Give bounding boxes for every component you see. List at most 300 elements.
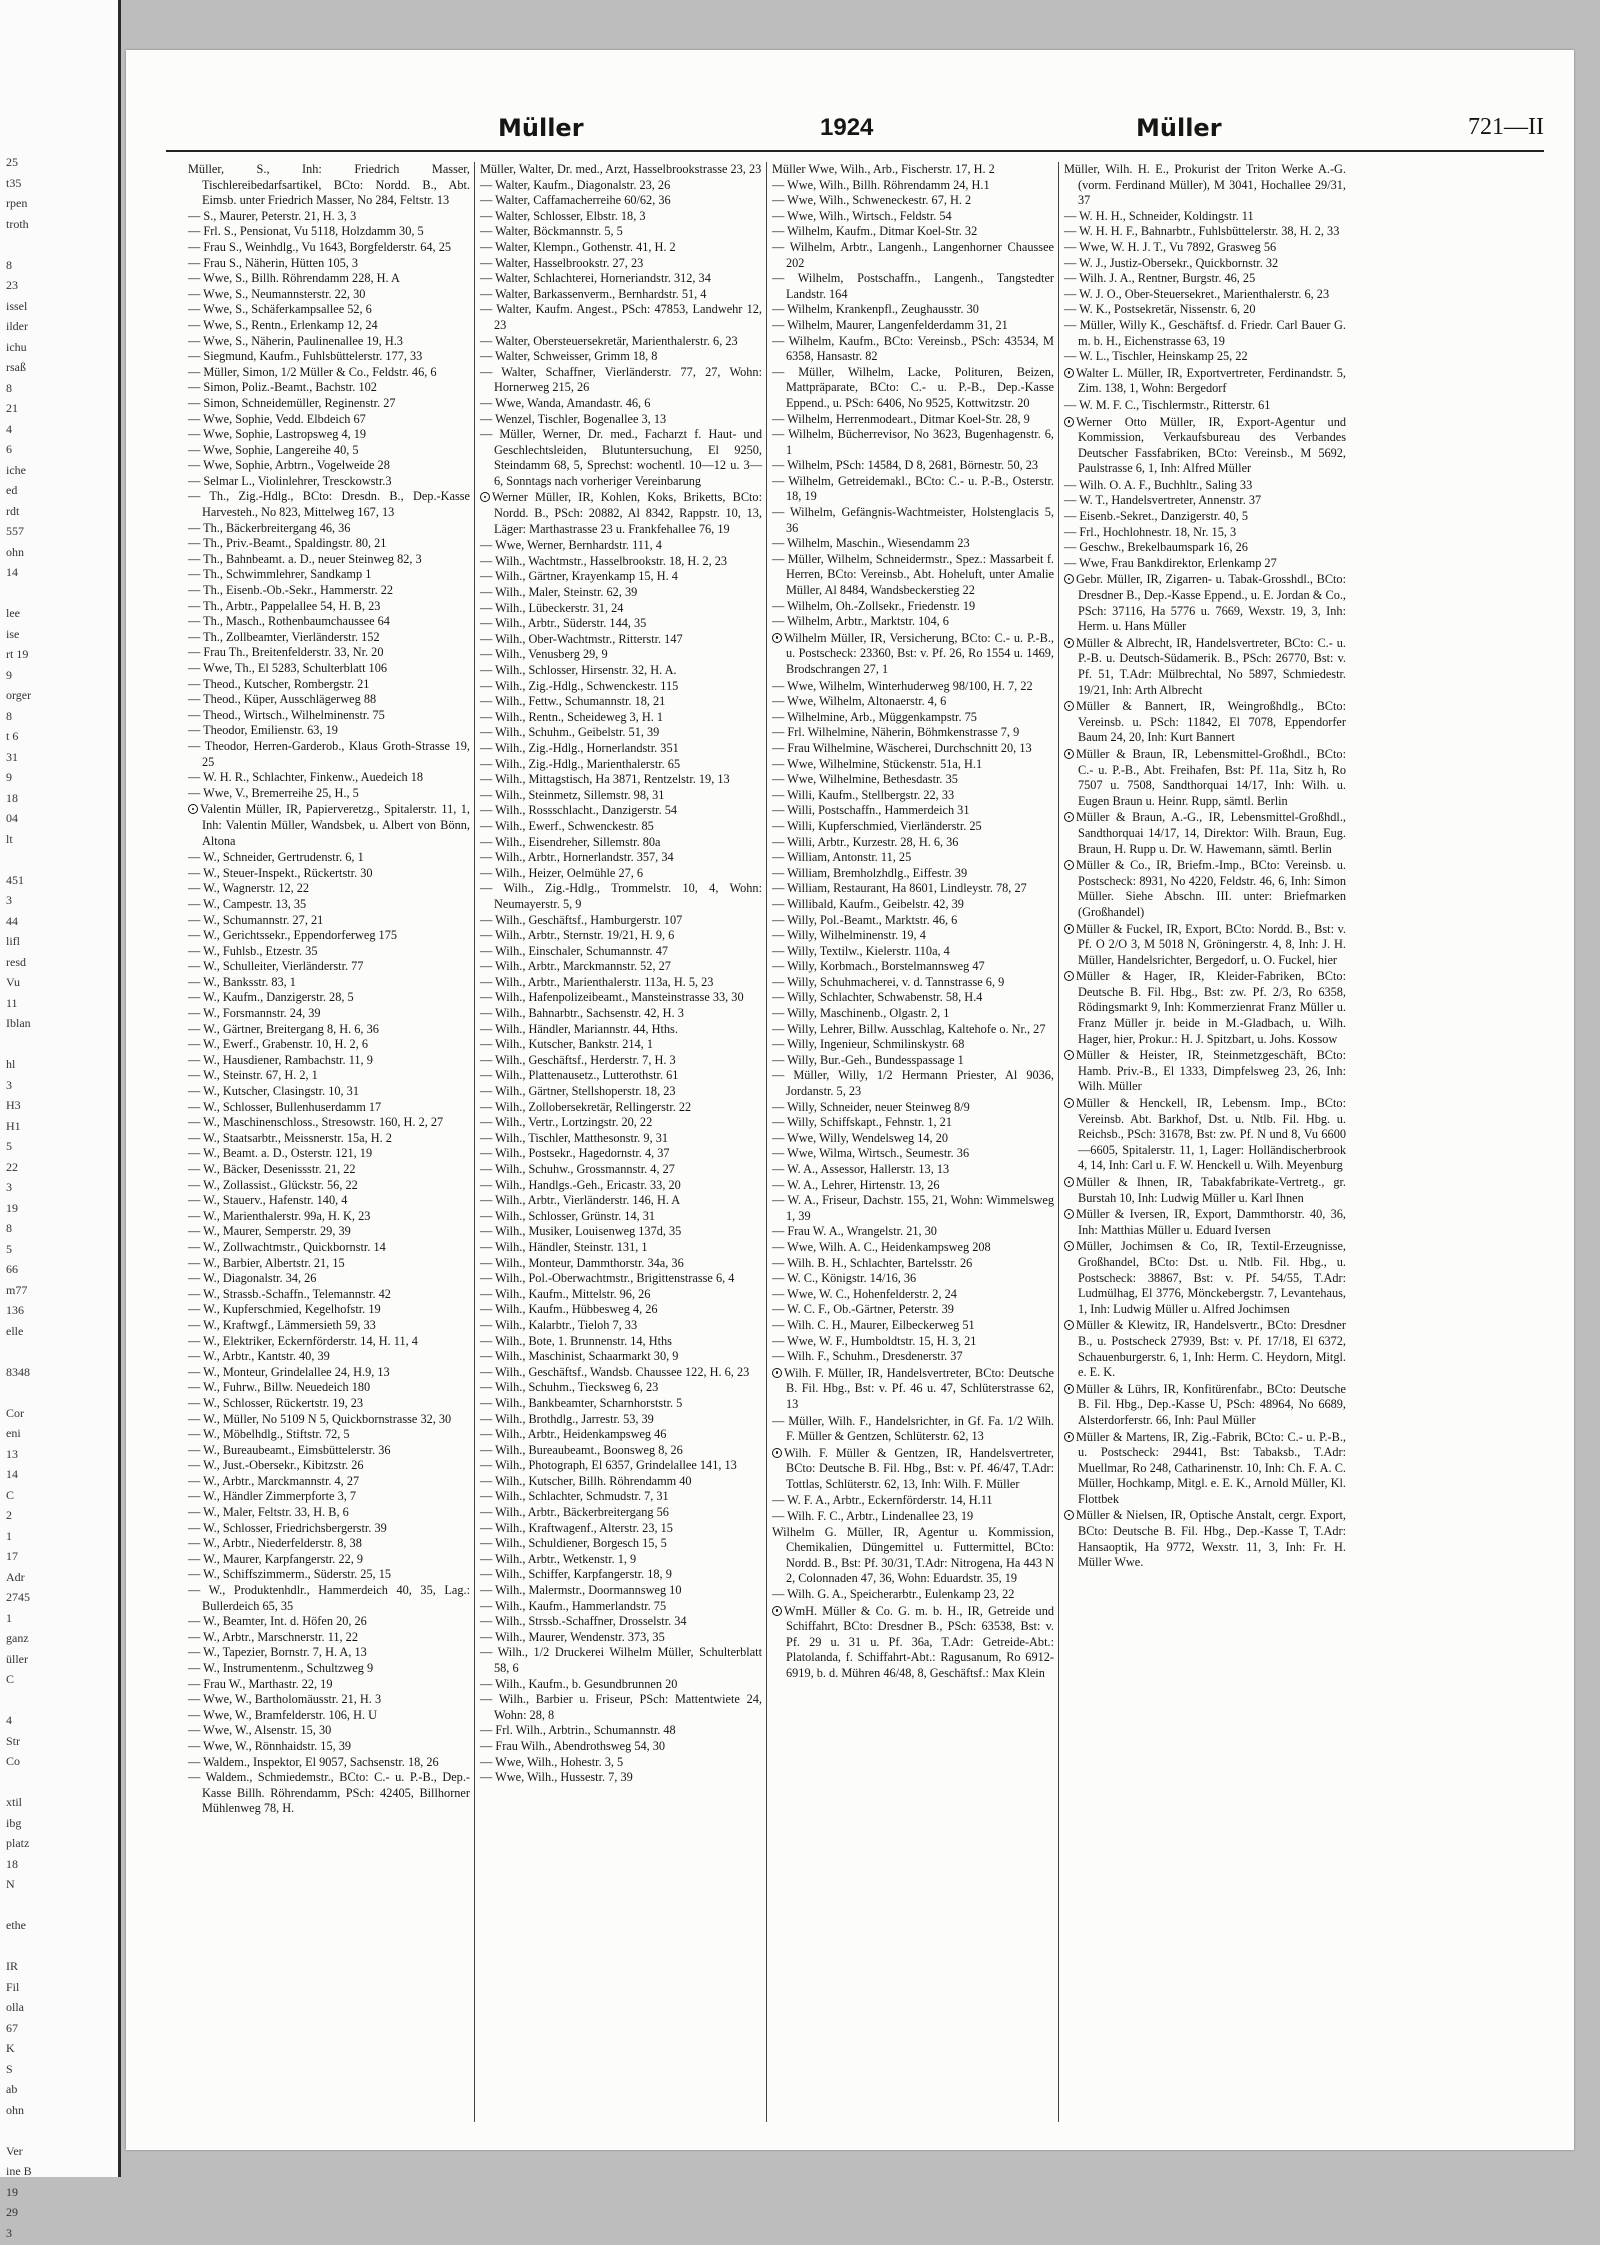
entry-text: — W. H. R., Schlachter, Finkenw., Auedeich 18 [188, 770, 424, 785]
header-rule [166, 150, 1544, 152]
entry-text: — Wwe, Wilhelm, Altonaerstr. 4, 6 [772, 694, 947, 709]
directory-entry [188, 334, 470, 350]
directory-entry [188, 1224, 470, 1240]
entry-text: — Wilhelm, Arbtr., Langenh., Langenhorner Chaussee 202 [772, 239, 1054, 270]
entry-text: — Wilhelm, Postschaffn., Langenh., Tangstedter Landstr. 164 [772, 271, 1054, 301]
entry-text: — W., Schlosser, Bullenhuserdamm 17 [188, 1099, 382, 1114]
directory-entry [480, 1614, 762, 1630]
edge-fragment: 18 [6, 1856, 18, 1871]
entry-text: — Wilh., Schuhw., Grossmannstr. 4, 27 [480, 1162, 675, 1176]
edge-fragment: N [6, 1877, 15, 1891]
directory-entry [188, 1037, 470, 1053]
entry-text: Valentin Müller, IR, Papierveretzg., Spitalerstr. 11, 1, Inh: Valentin Müller, Wandsbek, u. Albert von Bönn, Altona [200, 802, 470, 848]
directory-entry [1064, 162, 1346, 209]
edge-fragment: elle [6, 1323, 24, 1338]
entry-text: — Wilh. F. C., Arbtr., Lindenallee 23, 19 [772, 1509, 974, 1524]
entry-text: — W., Müller, No 5109 N 5, Quickbornstrasse 32, 30 [188, 1411, 452, 1426]
entry-text: — Wilh. J. A., Rentner, Burgstr. 46, 25 [1064, 271, 1256, 286]
directory-entry [772, 1178, 1054, 1194]
entry-text: — W. K., Postsekretär, Nissenstr. 6, 20 [1064, 302, 1256, 317]
registered-firm-icon [1064, 812, 1074, 822]
edge-fragment: 9 [6, 770, 12, 784]
entry-text: — Wilh., Vertr., Lortzingstr. 20, 22 [480, 1115, 653, 1130]
entry-text: — Wwe, Sophie, Lastropsweg 4, 19 [188, 427, 367, 442]
edge-fragment: 13 [6, 1446, 18, 1461]
edge-fragment: 6 [6, 442, 12, 456]
directory-entry [1064, 493, 1346, 509]
edge-fragment: 19 [6, 2184, 18, 2199]
entry-text: — William, Antonstr. 11, 25 [772, 850, 912, 865]
page-number: 721—II [1468, 114, 1544, 140]
edge-fragment: platz [6, 1836, 30, 1850]
column-1 [188, 162, 470, 1817]
entry-text: — W., Banksstr. 83, 1 [188, 974, 296, 989]
entry-text: — W., Monteur, Grindelallee 24, H.9, 13 [188, 1364, 390, 1379]
entry-text: — Wilhelm, PSch: 14584, D 8, 2681, Börnestr. 50, 23 [772, 458, 1039, 473]
entry-text: — W., Zollassist., Glückstr. 56, 22 [188, 1177, 358, 1192]
directory-entry [772, 1224, 1054, 1240]
registered-firm-icon [188, 804, 198, 814]
entry-text: — Wilh., Arbtr., Marckmannstr. 52, 27 [480, 959, 671, 974]
directory-entry [188, 256, 470, 272]
entry-text: — Wilh., Arbtr., Heidenkampsweg 46 [480, 1427, 667, 1442]
directory-entry [772, 757, 1054, 773]
entry-text: — Wwe, W. H. J. T., Vu 7892, Grasweg 56 [1064, 239, 1277, 254]
entry-text: — Wilhelm, Maschin., Wiesendamm 23 [772, 536, 970, 551]
entry-text: — Wilh., Barbier u. Friseur, PSch: Mattentwiete 24, Wohn: 28, 8 [480, 1692, 762, 1722]
entry-text: Müller & Nielsen, IR, Optische Anstalt, cergr. Export, BCto: Deutsche B. Fil. Hbg., Dep.-Kasse T, T.Adr: Hansaoptik, Ha 9772, Wexstr. 11, 3, Inh: Fr. H. Müller Wwe. [1076, 1508, 1346, 1570]
entry-text: — Th., Zig.-Hdlg., BCto: Dresdn. B., Dep.-Kasse Harvesteh., No 823, Mittelweg 167, 13 [188, 489, 470, 520]
entry-text: — Wilh. F., Schuhm., Dresdenerstr. 37 [772, 1349, 963, 1364]
directory-entry [772, 1509, 1054, 1525]
entry-text: — Wilh., Bote, 1. Brunnenstr. 14, Hths [480, 1333, 672, 1348]
registered-firm-icon [1064, 1241, 1074, 1251]
entry-text: Müller & Bannert, IR, Weingroßhdlg., BCto: Vereinsb. u. PSch: 11842, El 7078, Eppendorfer Baum 24, 20, Inh: Kurt Bannert [1076, 699, 1346, 745]
directory-entry [772, 1318, 1054, 1334]
directory-entry [188, 1084, 470, 1100]
directory-entry [188, 1661, 470, 1677]
directory-entry [480, 193, 762, 209]
directory-entry [772, 536, 1054, 552]
edge-fragment: 23 [6, 278, 18, 292]
entry-text: — Frau W. A., Wrangelstr. 21, 30 [772, 1224, 937, 1239]
edge-fragment: lt [6, 831, 13, 846]
directory-entry [772, 881, 1054, 897]
directory-entry [1064, 256, 1346, 272]
entry-text: — Müller, Wilhelm, Schneidermstr., Spez.: Massarbeit f. Herren, BCto: Vereinsb., Abt. Hoheluft, unter Amalie Müller, Al 8484, Wandsbeckerstieg 22 [772, 551, 1054, 598]
directory-entry [188, 1723, 470, 1739]
directory-entry [772, 1053, 1054, 1069]
directory-entry [480, 1302, 762, 1318]
edge-fragment: C [6, 1487, 15, 1502]
directory-entry [188, 1614, 470, 1630]
directory-entry [188, 489, 470, 520]
entry-text: — Wilh., Arbtr., Vierländerstr. 146, H. A [480, 1193, 681, 1208]
entry-text: — Wilh. C. H., Maurer, Eilbeckerweg 51 [772, 1317, 975, 1332]
edge-fragment: 5 [6, 1139, 12, 1153]
entry-text: — Wilhelm, Kaufm., BCto: Vereinsb., PSch: 43534, M 6358, Hansastr. 82 [772, 333, 1054, 364]
directory-entry [480, 1193, 762, 1209]
edge-fragment: 8348 [6, 1364, 30, 1379]
entry-text: — Willi, Kaufm., Stellbergstr. 22, 33 [772, 787, 955, 802]
directory-entry [772, 1006, 1054, 1022]
edge-fragment: 67 [6, 2020, 18, 2035]
entry-text: — Willy, Schuhmacherei, v. d. Tannstrasse 6, 9 [772, 974, 1005, 989]
directory-entry [480, 240, 762, 256]
directory-entry [480, 1489, 762, 1505]
directory-entry [188, 474, 470, 490]
directory-entry [480, 803, 762, 819]
directory-entry [188, 786, 470, 802]
directory-entry [188, 990, 470, 1006]
directory-entry [480, 1349, 762, 1365]
directory-entry [188, 365, 470, 381]
directory-entry [480, 271, 762, 287]
entry-text: — Walter, Klempn., Gothenstr. 41, H. 2 [480, 239, 676, 254]
directory-entry [772, 710, 1054, 726]
edge-fragment: 3 [6, 1077, 12, 1092]
entry-text: — Siegmund, Kaufm., Fuhlsbüttelerstr. 177, 33 [188, 349, 423, 364]
directory-entry [188, 1692, 470, 1708]
directory-entry [188, 1287, 470, 1303]
entry-text: — Wilhelm, Bücherrevisor, No 3623, Bugenhagenstr. 6, 1 [772, 427, 1054, 457]
directory-entry [480, 663, 762, 679]
directory-entry [772, 772, 1054, 788]
entry-text: — Wilhelm, Getreidemakl., BCto: C.- u. P.-B., Osterstr. 18, 19 [772, 473, 1054, 504]
entry-text: — Wwe, S., Näherin, Paulinenallee 19, H.3 [188, 333, 403, 348]
entry-text: — Wilh., Kalarbtr., Tieloh 7, 33 [480, 1317, 638, 1332]
edge-fragment: troth [6, 216, 29, 231]
directory-entry [1064, 209, 1346, 225]
directory-entry [772, 1022, 1054, 1038]
directory-entry [188, 1256, 470, 1272]
entry-text: — W., Gärtner, Breitergang 8, H. 6, 36 [188, 1021, 379, 1036]
entry-text: — W., Möbelhdlg., Stiftstr. 72, 5 [188, 1427, 350, 1442]
entry-text: — Wwe, S., Rentn., Erlenkamp 12, 24 [188, 317, 378, 332]
entry-text: — Th., Schwimmlehrer, Sandkamp 1 [188, 567, 372, 582]
entry-text: Walter L. Müller, IR, Exportvertreter, Ferdinandstr. 5, Zim. 138, 1, Wohn: Bergedorf [1076, 365, 1346, 396]
directory-entry [772, 819, 1054, 835]
directory-entry [188, 1318, 470, 1334]
directory-entry [480, 287, 762, 303]
directory-entry [188, 536, 470, 552]
edge-fragment: ilder [6, 319, 28, 333]
entry-text: — W., Kupferschmied, Kegelhofstr. 19 [188, 1302, 381, 1317]
edge-fragment: rpen [6, 196, 28, 210]
column-divider [474, 162, 475, 2122]
entry-text: — Müller, Wilh. F., Handelsrichter, in Gf. Fa. 1/2 Wilh. F. Müller & Gentzen, Schlüterstr. 62, 13 [772, 1413, 1054, 1444]
entry-text: — Wwe, Wilma, Wirtsch., Seumestr. 36 [772, 1146, 970, 1161]
entry-text: — Müller, Simon, 1/2 Müller & Co., Feldstr. 46, 6 [188, 364, 437, 379]
edge-fragment: Co [6, 1754, 21, 1768]
entry-text: — Wilh., Zig.-Hdlg., Schwenckestr. 115 [480, 678, 679, 693]
entry-text: — Walter, Kaufm. Angest., PSch: 47853, Landwehr 12, 23 [480, 302, 762, 332]
directory-entry [772, 975, 1054, 991]
entry-text: — Wilh., Rossschlacht., Danzigerstr. 54 [480, 803, 678, 818]
entry-text: — Willy, Schiffskapt., Fehnstr. 1, 21 [772, 1115, 952, 1130]
directory-entry [480, 1287, 762, 1303]
entry-text: — Wilh., Schiffer, Karpfangerstr. 18, 9 [480, 1567, 672, 1582]
entry-text: — W., Staatsarbtr., Meissnerstr. 15a, H. 2 [188, 1130, 392, 1145]
directory-entry [188, 770, 470, 786]
directory-entry [188, 1006, 470, 1022]
entry-text: — W., Elektriker, Eckernförderstr. 14, H. 11, 4 [188, 1333, 418, 1348]
directory-entry [480, 585, 762, 601]
entry-text: — Wilh., Kaufm., Hübbesweg 4, 26 [480, 1302, 658, 1317]
entry-text: — Wwe, Frau Bankdirektor, Erlenkamp 27 [1064, 555, 1277, 570]
entry-text: — Wilhelm, Krankenpfl., Zeughausstr. 30 [772, 302, 979, 317]
edge-fragment: Iblan [6, 1016, 31, 1030]
entry-text: — W. L., Tischler, Heinskamp 25, 22 [1064, 349, 1248, 364]
entry-text: — Wilh., Kaufm., b. Gesundbrunnen 20 [480, 1676, 678, 1691]
entry-text: — Wilh., Geschäftsf., Hamburgerstr. 107 [480, 912, 683, 927]
directory-entry [480, 1131, 762, 1147]
entry-text: — Wilh., Schlosser, Hirsenstr. 32, H. A. [480, 663, 677, 677]
entry-text: — W. A., Friseur, Dachstr. 155, 21, Wohn: Wimmelsweg 1, 39 [772, 1193, 1054, 1223]
edge-fragment: 14 [6, 1467, 18, 1481]
edge-fragment: ganz [6, 1631, 29, 1645]
directory-entry [188, 583, 470, 599]
entry-text: — William, Bremholzhdlg., Eiffestr. 39 [772, 865, 968, 880]
entry-text: — Wilh., Bankbeamter, Scharnhorststr. 5 [480, 1395, 683, 1410]
directory-entry [480, 866, 762, 882]
entry-text: — Wilh., Kutscher, Bankstr. 214, 1 [480, 1037, 653, 1052]
edge-fragment: Str [6, 1733, 21, 1748]
directory-entry [480, 1677, 762, 1693]
directory-entry [480, 256, 762, 272]
entry-text: — Theod., Küper, Ausschlägerweg 88 [188, 692, 377, 707]
edge-fragment: xtil [6, 1795, 23, 1809]
entry-text: — W., Campestr. 13, 35 [188, 896, 307, 911]
directory-entry [188, 1240, 470, 1256]
entry-text: — Wilh., Schuhm., Tiecksweg 6, 23 [480, 1380, 659, 1395]
edge-fragment: 22 [6, 1159, 18, 1174]
directory-entry [188, 866, 470, 882]
entry-text: — Wilh., Plattenausetz., Lutterothstr. 61 [480, 1068, 679, 1083]
entry-text: — Frau W., Marthastr. 22, 19 [188, 1676, 333, 1691]
directory-entry [188, 1536, 470, 1552]
entry-text: — W., Instrumentenm., Schultzweg 9 [188, 1661, 374, 1675]
directory-entry [480, 224, 762, 240]
firm-entry [480, 490, 762, 537]
entry-text: — Wilh., Fettw., Schumannstr. 18, 21 [480, 694, 666, 709]
registered-firm-icon [1064, 1384, 1074, 1394]
entry-text: — Wilh., Arbtr., Wetkenstr. 1, 9 [480, 1551, 637, 1566]
directory-entry [772, 1146, 1054, 1162]
entry-text: — Th., Arbtr., Pappelallee 54, H. B, 23 [188, 598, 381, 613]
entry-text: — Wilh., Rentn., Scheideweg 3, H. 1 [480, 709, 664, 724]
directory-entry [772, 1334, 1054, 1350]
entry-text: Müller & Fuckel, IR, Export, BCto: Nordd. B., Bst: v. Pf. O 2/O 3, M 5018 N, Gröningerstr. 4, 8, Inh: J. H. Müller, Handelsrichter, Bergedorf, u. O. Fuckel, hier [1076, 921, 1346, 967]
directory-entry [188, 287, 470, 303]
header-left: Müller [498, 114, 584, 142]
directory-entry [772, 1302, 1054, 1318]
edge-fragment: 18 [6, 790, 18, 805]
entry-text: — Wwe, Wanda, Amandastr. 46, 6 [480, 395, 651, 410]
edge-fragment: 3 [6, 893, 12, 907]
directory-entry [188, 630, 470, 646]
directory-entry [188, 599, 470, 615]
entry-text: — Wilh., Monteur, Dammthorstr. 34a, 36 [480, 1255, 684, 1270]
entry-text: — W., Just.-Obersekr., Kibitzstr. 26 [188, 1458, 364, 1473]
directory-entry [772, 944, 1054, 960]
directory-entry [480, 1755, 762, 1771]
directory-entry [188, 614, 470, 630]
directory-entry [1064, 349, 1346, 365]
directory-entry [480, 1505, 762, 1521]
entry-text: — Willy, Bur.-Geh., Bundesspassage 1 [772, 1052, 964, 1067]
entry-text: — Wilh., Einschaler, Schumannstr. 47 [480, 943, 668, 958]
entry-text: — Wilh., Maurer, Wendenstr. 373, 35 [480, 1629, 665, 1644]
directory-entry [480, 1271, 762, 1287]
directory-entry [480, 1739, 762, 1755]
directory-entry [480, 647, 762, 663]
registered-firm-icon [1064, 1432, 1074, 1442]
entry-text: — Theod., Wirtsch., Wilhelminenstr. 75 [188, 707, 385, 722]
firm-entry [1064, 1175, 1346, 1206]
directory-entry [772, 302, 1054, 318]
firm-entry [1064, 1096, 1346, 1174]
directory-entry [772, 959, 1054, 975]
firm-entry [1064, 1318, 1346, 1380]
entry-text: — Wilh., Steinmetz, Sillemstr. 98, 31 [480, 787, 665, 802]
entry-text: — W., Schiffszimmerm., Süderstr. 25, 15 [188, 1567, 392, 1582]
edge-fragment: 19 [6, 1200, 18, 1215]
directory-entry [480, 1068, 762, 1084]
entry-text: Müller & Iversen, IR, Export, Dammthorstr. 40, 36, Inh: Matthias Müller u. Eduard Iversen [1076, 1207, 1346, 1237]
directory-entry [480, 1240, 762, 1256]
entry-text: — Wwe, S., Schäferkampsallee 52, 6 [188, 302, 372, 317]
entry-text: Müller & Braun, A.-G., IR, Lebensmittel-Großhdl., Sandthorquai 14/17, 14, Direktor: Wilh. Braun, Eug. Braun, H. Rupp u. Dr. W. Hawemann, sämtl. Berlin [1076, 810, 1346, 856]
entry-text: — W. F. A., Arbtr., Eckernförderstr. 14, H.11 [772, 1493, 993, 1508]
entry-text: — Wilhelm, Arbtr., Marktstr. 104, 6 [772, 614, 949, 629]
edge-fragment: iche [6, 462, 26, 477]
entry-text: — Wilh., Kutscher, Billh. Röhrendamm 40 [480, 1473, 692, 1488]
directory-entry [772, 224, 1054, 240]
entry-text: — W., Produktenhdlr., Hammerdeich 40, 35, Lag.: Bullerdeich 65, 35 [188, 1583, 470, 1613]
entry-text: — Walter, Kaufm., Diagonalstr. 23, 26 [480, 177, 671, 192]
registered-firm-icon [1064, 749, 1074, 759]
entry-text: — W., Arbtr., Marckmannstr. 4, 27 [188, 1473, 360, 1488]
edge-fragment: S [6, 2061, 13, 2076]
entry-text: — Theod., Kutscher, Rombergstr. 21 [188, 676, 370, 691]
edge-fragment: 451 [6, 872, 24, 887]
entry-text: — W., Arbtr., Niederfelderstr. 8, 38 [188, 1536, 362, 1551]
entry-text: — Wilh. B. H., Schlachter, Bartelsstr. 26 [772, 1255, 973, 1270]
directory-entry [772, 178, 1054, 194]
directory-entry [188, 209, 470, 225]
directory-entry [188, 1100, 470, 1116]
directory-entry [1064, 224, 1346, 240]
entry-text: — Wilh., Eisendreher, Sillemstr. 80a [480, 834, 661, 849]
directory-entry [188, 302, 470, 318]
firm-entry [1064, 415, 1346, 477]
edge-fragment: K [6, 2041, 15, 2055]
entry-text: — Wilh., Arbtr., Süderstr. 144, 35 [480, 616, 647, 631]
entry-text: Müller & Henckell, IR, Lebensm. Imp., BCto: Vereinsb. Abt. Barkhof, Dst. u. Ntlb. Fil. Hbg. u. Reichsb., PSch: 31678, Bst: zw. Pf. N und 8, Vu 6600—6605, Spitalerstr. 11, 1, Lager: Holländischerbrook 4, 14, Inh: Carl u. F. W. Henckell u. Wilh. Meyenburg [1076, 1096, 1346, 1173]
edge-fragment: 8 [6, 708, 12, 723]
directory-entry [480, 1458, 762, 1474]
entry-text: — Wilh., Zig.-Hdlg., Hornerlandstr. 351 [480, 740, 679, 755]
entry-text: — Wilh., Geschäftsf., Wandsb. Chaussee 122, H. 6, 23 [480, 1364, 750, 1379]
directory-entry [480, 1521, 762, 1537]
edge-fragment: 9 [6, 667, 12, 682]
directory-entry [480, 1599, 762, 1615]
firm-entry [1064, 1508, 1346, 1570]
entry-text: — Wilh., Ewerf., Schwenckestr. 85 [480, 818, 654, 833]
edge-fragment: H1 [6, 1118, 21, 1133]
entry-text: Müller & Martens, IR, Zig.-Fabrik, BCto: C.- u. P.-B., u. Postscheck: 29441, Bst: Tabaksb., T.Adr: Muellmar, Ro 248, Catharinenstr. 10, Inh: Ch. F. A. C. Müller, Hochkamp, Mitgl. e. E. K., Arnold Müller, Kl. Flottbek [1076, 1429, 1346, 1506]
entry-text: — Wilh., Photograph, El 6357, Grindelallee 141, 13 [480, 1458, 737, 1473]
directory-entry [188, 1755, 470, 1771]
directory-entry [772, 240, 1054, 271]
edge-fragment: Ver [6, 2143, 23, 2158]
entry-text: — W., Wagnerstr. 12, 22 [188, 881, 310, 896]
entry-text: Wilh. F. Müller, IR, Handelsvertreter, BCto: Deutsche B. Fil. Hbg., Bst: v. Pf. 46 u. 47, Schlüterstrasse 62, 13 [784, 1365, 1054, 1411]
edge-fragment: Fil [6, 1979, 20, 1994]
directory-entry [188, 1458, 470, 1474]
directory-entry [480, 679, 762, 695]
entry-text: — Wilh., Wachtmstr., Hasselbrookstr. 18, H. 2, 23 [480, 553, 728, 568]
directory-entry [1064, 556, 1346, 572]
entry-text: — Willi, Kupferschmied, Vierländerstr. 25 [772, 818, 982, 833]
directory-entry [188, 1708, 470, 1724]
entry-text: — W. H. H. F., Bahnarbtr., Fuhlsbüttelerstr. 38, H. 2, 33 [1064, 224, 1340, 239]
entry-text: — Waldem., Schmiedemstr., BCto: C.- u. P.-B., Dep.-Kasse Billh. Röhrendamm, PSch: 42405, Billhorner Mühlenweg 78, H. [188, 1770, 470, 1816]
firm-entry [1064, 1207, 1346, 1238]
entry-text: — Willi, Postschaffn., Hammerdeich 31 [772, 803, 970, 818]
directory-entry [772, 1037, 1054, 1053]
directory-entry [480, 1567, 762, 1583]
entry-text: — Wwe, Wilh., Billh. Röhrendamm 24, H.1 [772, 177, 990, 192]
entry-text: — W., Arbtr., Marschnerstr. 11, 22 [188, 1629, 358, 1644]
entry-text: — W., Schlosser, Rückertstr. 19, 23 [188, 1395, 364, 1410]
directory-entry [772, 1068, 1054, 1099]
entry-text: — W., Arbtr., Kantstr. 40, 39 [188, 1349, 330, 1364]
directory-entry [480, 1770, 762, 1786]
edge-fragment: Cor [6, 1405, 24, 1420]
directory-entry [1064, 478, 1346, 494]
entry-text: Müller & Hager, IR, Kleider-Fabriken, BCto: Deutsche B. Fil. Hbg., Bst: zw. Pf. 2/3, Ro 6358, Rödingsmarkt 9, Inh: Kommerzienrat Franz Müller u. Franz Müller jr. beide in M.-Gladbach, u. Wilh. Hager, hier, Prokur.: H. J. Spitzbart, u. Johs. Kossow [1076, 969, 1346, 1046]
entry-text: — Geschw., Brekelbaumspark 16, 26 [1064, 540, 1248, 555]
entry-text: — Wilh., Maler, Steinstr. 62, 39 [480, 585, 638, 600]
registered-firm-icon [1064, 368, 1074, 378]
entry-text: — Wwe, Wilhelmine, Stückenstr. 51a, H.1 [772, 756, 983, 771]
directory-entry [188, 1645, 470, 1661]
entry-text: — Wilh., Venusberg 29, 9 [480, 647, 608, 662]
column-3 [772, 162, 1054, 1683]
directory-entry [480, 1645, 762, 1676]
entry-text: — W. A., Lehrer, Hirtenstr. 13, 26 [772, 1177, 940, 1192]
directory-entry [772, 725, 1054, 741]
entry-text: — W. J., Justiz-Obersekr., Quickbornstr. 32 [1064, 255, 1279, 270]
directory-entry [480, 1178, 762, 1194]
directory-entry [188, 1474, 470, 1490]
entry-text: Müller & Braun, IR, Lebensmittel-Großhdl., BCto: C.- u. P.-B., Abt. Freihafen, Bst: Pf. 11a, Sitz h, Ro 7507 u. 7508, Sandthorquai 14/17, Inh: Wilh. u. Eugen Braun u. Heinr. Rupp, sämtl. Berlin [1076, 746, 1346, 808]
directory-entry [772, 458, 1054, 474]
entry-text: — Wilhelm, Herrenmodeart., Ditmar Koel-Str. 28, 9 [772, 411, 1030, 426]
directory-entry [188, 1349, 470, 1365]
firm-entry [1064, 810, 1346, 857]
entry-text: — Wilh., Zig.-Hdlg., Marienthalerstr. 65 [480, 756, 681, 771]
entry-text: — Eisenb.-Sekret., Danzigerstr. 40, 5 [1064, 509, 1249, 524]
directory-entry [480, 1474, 762, 1490]
entry-text: — W., Marienthalerstr. 99a, H. K, 23 [188, 1208, 371, 1223]
directory-entry [772, 193, 1054, 209]
entry-text: — Wilh. G. A., Speicherarbtr., Eulenkamp 23, 22 [772, 1587, 1015, 1602]
entry-text: — W., Barbier, Albertstr. 21, 15 [188, 1255, 345, 1270]
edge-fragment: IR [6, 1959, 18, 1973]
